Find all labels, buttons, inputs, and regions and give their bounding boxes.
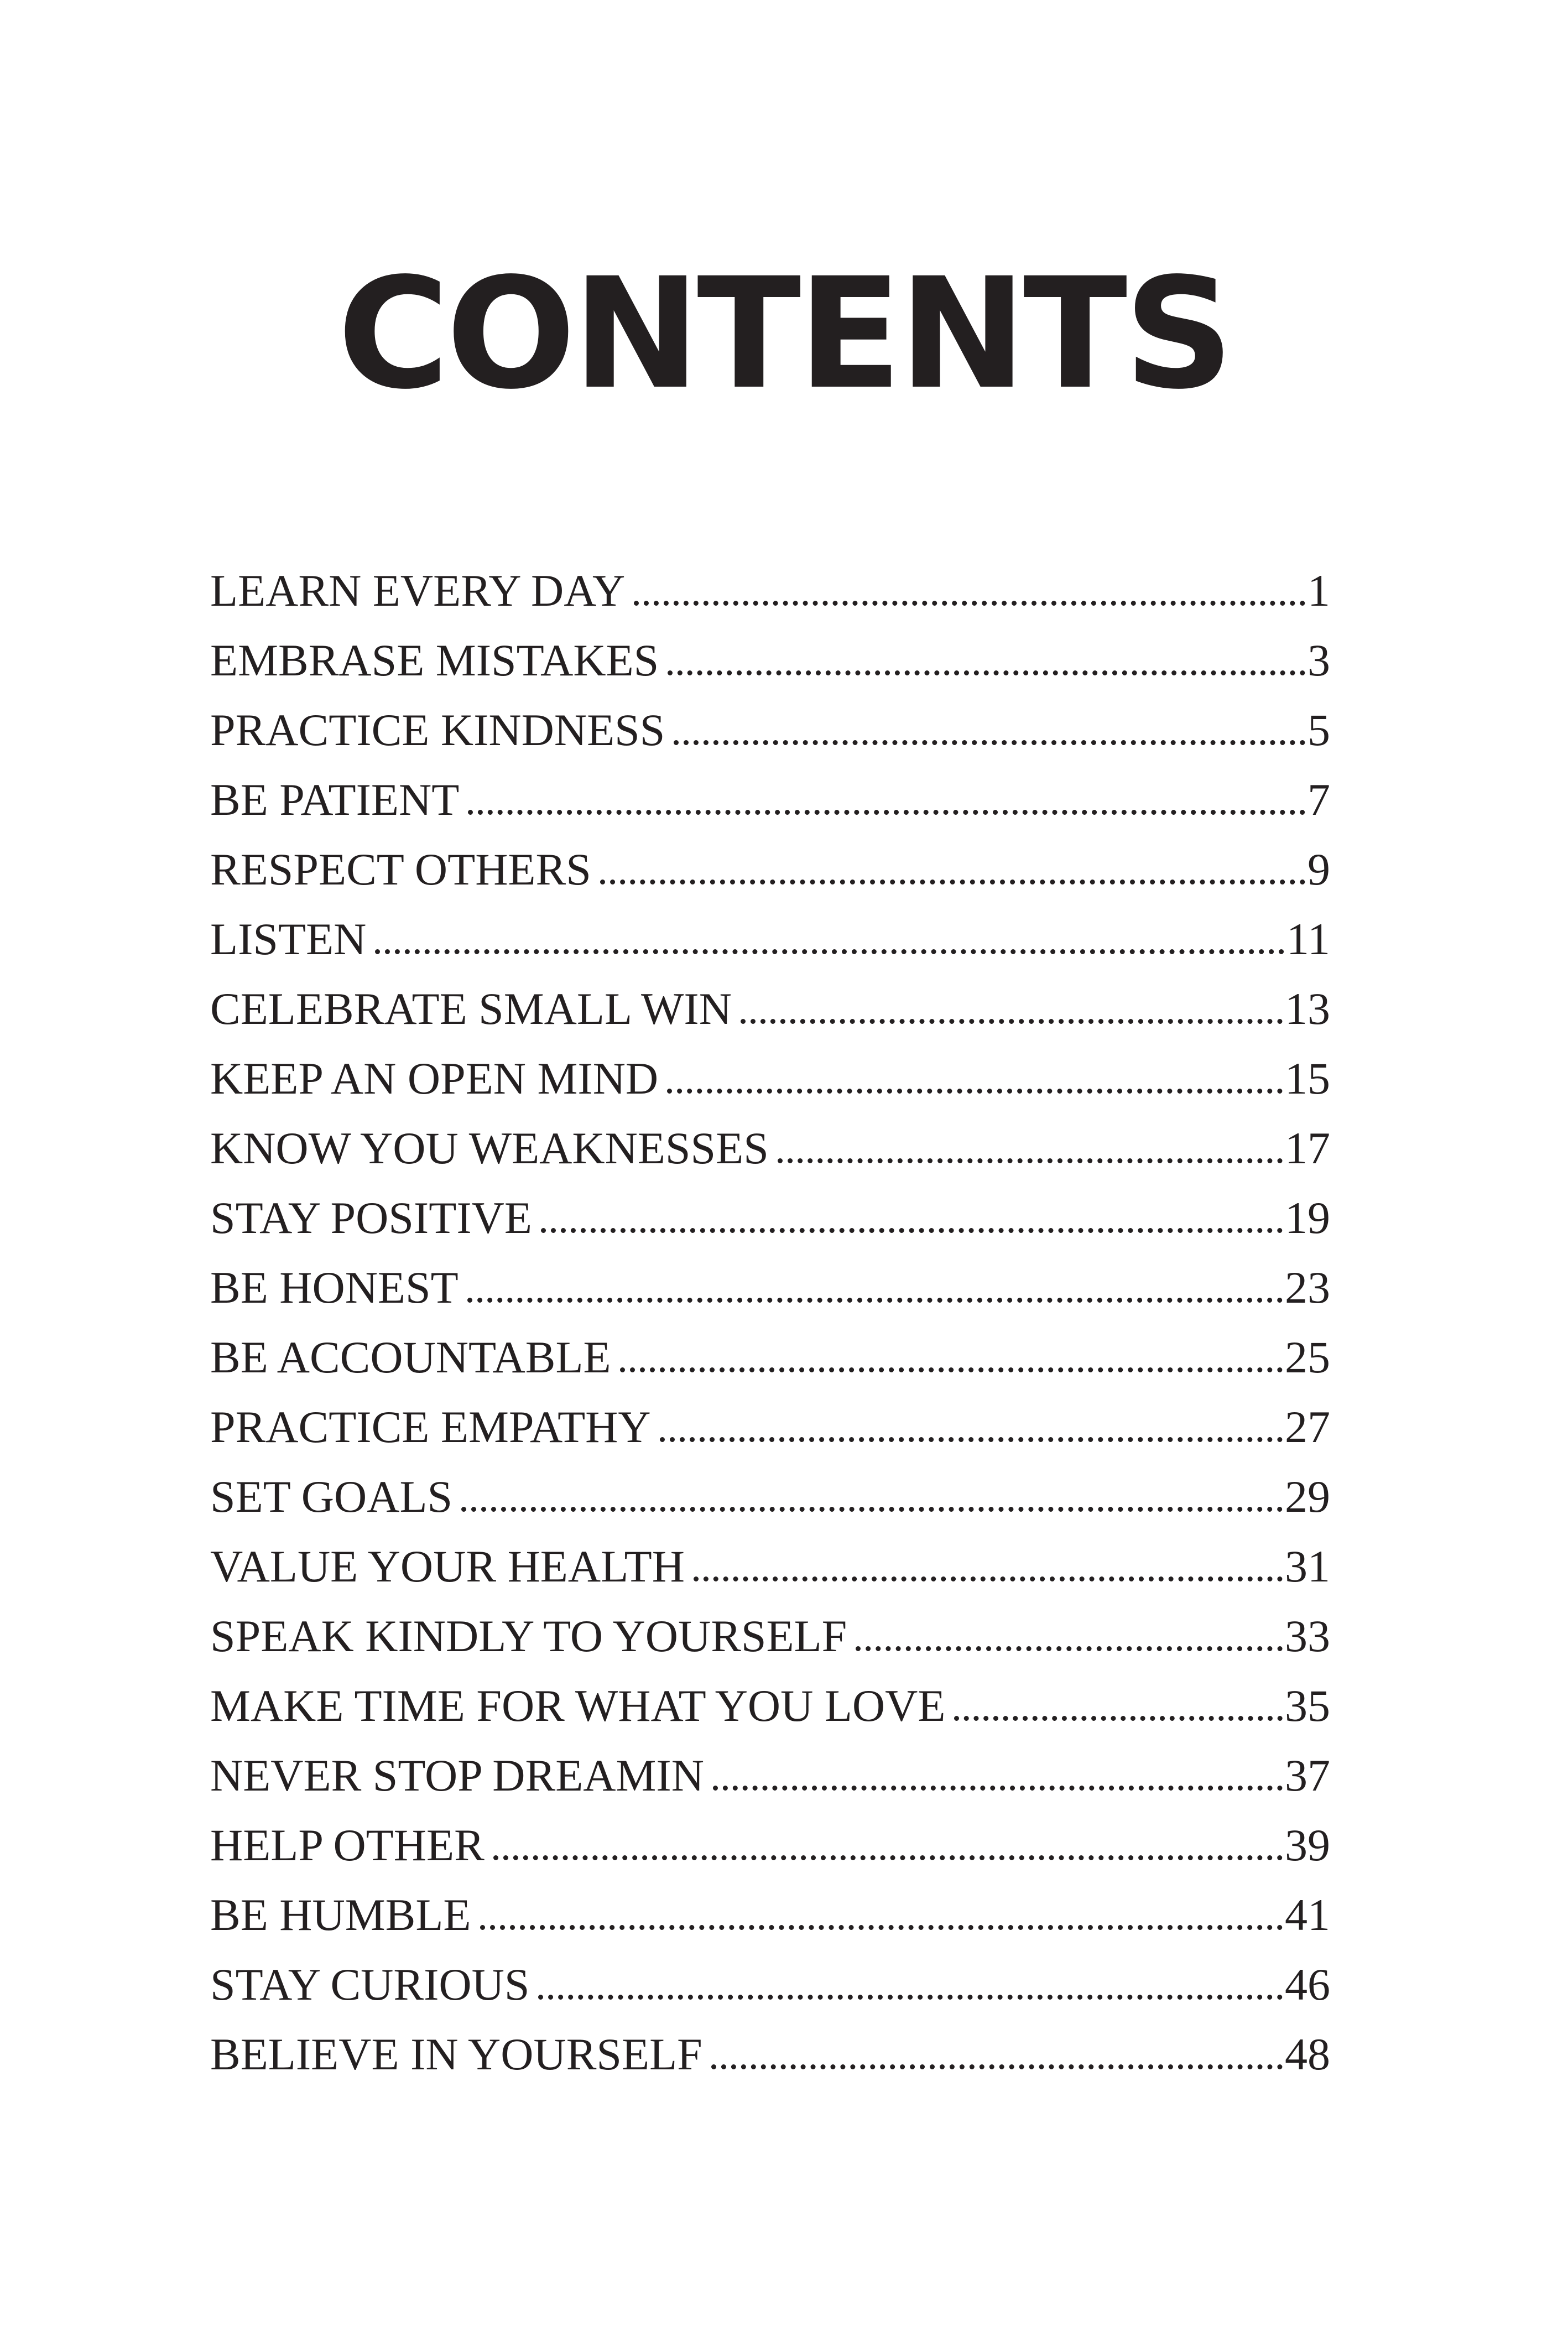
toc-entry[interactable] — [210, 1532, 1330, 1601]
dot-leader — [600, 880, 1305, 884]
toc-entry[interactable] — [210, 695, 1330, 765]
dot-leader — [634, 601, 1305, 606]
toc-entry-page-number: 25 — [1285, 1332, 1330, 1382]
toc-entry-page-number: 23 — [1285, 1262, 1330, 1313]
toc-entry[interactable] — [210, 1950, 1330, 2020]
toc-entry[interactable] — [210, 974, 1330, 1044]
toc-entry-page-number: 31 — [1285, 1541, 1330, 1591]
toc-entry[interactable] — [210, 1741, 1330, 1810]
toc-entry-label: SET GOALS — [210, 1471, 453, 1522]
toc-entry[interactable] — [210, 1392, 1330, 1462]
toc-entry-label: CELEBRATE SMALL WIN — [210, 984, 732, 1034]
toc-entry[interactable] — [210, 1253, 1330, 1323]
toc-entry-label: LISTEN — [210, 914, 367, 964]
toc-entry-label: NEVER STOP DREAMIN — [210, 1750, 704, 1801]
toc-entry-page-number: 9 — [1307, 844, 1330, 894]
toc-entry[interactable] — [210, 1810, 1330, 1880]
toc-entry-page-number: 33 — [1285, 1611, 1330, 1661]
dot-leader — [541, 1228, 1283, 1233]
toc-entry-label: KEEP AN OPEN MIND — [210, 1053, 659, 1104]
page-title: CONTENTS — [337, 246, 1231, 423]
toc-entry-label: LEARN EVERY DAY — [210, 565, 626, 616]
toc-entry[interactable] — [210, 765, 1330, 835]
dot-leader — [375, 949, 1284, 954]
toc-entry-label: VALUE YOUR HEALTH — [210, 1541, 685, 1591]
dot-leader — [538, 1995, 1283, 2000]
toc-entry-label: HELP OTHER — [210, 1820, 485, 1870]
toc-entry-page-number: 41 — [1285, 1890, 1330, 1940]
toc-entry-label: STAY POSITIVE — [210, 1193, 532, 1243]
toc-entry[interactable] — [210, 556, 1330, 626]
table-of-contents — [210, 556, 1330, 2089]
dot-leader — [493, 1855, 1283, 1860]
toc-entry[interactable] — [210, 2020, 1330, 2089]
toc-entry-label: STAY CURIOUS — [210, 1959, 530, 2010]
toc-entry-label: KNOW YOU WEAKNESSES — [210, 1123, 769, 1173]
dot-leader — [667, 1089, 1283, 1094]
toc-entry[interactable] — [210, 1113, 1330, 1183]
dot-leader — [694, 1576, 1283, 1581]
toc-entry[interactable] — [210, 626, 1330, 695]
dot-leader — [480, 1925, 1283, 1930]
toc-entry-page-number: 27 — [1285, 1402, 1330, 1452]
toc-entry-page-number: 19 — [1285, 1193, 1330, 1243]
dot-leader — [660, 1437, 1283, 1442]
toc-entry-label: PRACTICE KINDNESS — [210, 705, 665, 755]
toc-entry-label: PRACTICE EMPATHY — [210, 1402, 651, 1452]
toc-entry[interactable] — [210, 1323, 1330, 1392]
dot-leader — [467, 1298, 1283, 1303]
dot-leader — [468, 810, 1305, 815]
toc-entry-page-number: 17 — [1285, 1123, 1330, 1173]
toc-entry-page-number: 35 — [1285, 1680, 1330, 1731]
toc-entry-page-number: 1 — [1307, 565, 1330, 616]
toc-entry[interactable] — [210, 1671, 1330, 1741]
dot-leader — [461, 1507, 1283, 1512]
toc-entry-label: EMBRASE MISTAKES — [210, 635, 659, 685]
toc-entry-label: SPEAK KINDLY TO YOURSELF — [210, 1611, 847, 1661]
toc-entry-label: RESPECT OTHERS — [210, 844, 591, 894]
toc-entry[interactable] — [210, 835, 1330, 904]
toc-entry-label: BELIEVE IN YOURSELF — [210, 2029, 702, 2079]
toc-entry[interactable] — [210, 1601, 1330, 1671]
toc-entry-page-number: 29 — [1285, 1471, 1330, 1522]
toc-entry-label: BE HUMBLE — [210, 1890, 471, 1940]
dot-leader — [674, 740, 1305, 745]
toc-entry-label: BE ACCOUNTABLE — [210, 1332, 611, 1382]
toc-entry-page-number: 48 — [1285, 2029, 1330, 2079]
toc-entry[interactable] — [210, 904, 1330, 974]
dot-leader — [711, 2064, 1283, 2069]
dot-leader — [954, 1716, 1283, 1721]
toc-entry-label: BE HONEST — [210, 1262, 459, 1313]
toc-entry[interactable] — [210, 1880, 1330, 1950]
toc-entry-page-number: 39 — [1285, 1820, 1330, 1870]
toc-entry-label: MAKE TIME FOR WHAT YOU LOVE — [210, 1680, 946, 1731]
toc-entry-page-number: 46 — [1285, 1959, 1330, 2010]
toc-entry-page-number: 11 — [1286, 914, 1330, 964]
dot-leader — [778, 1158, 1283, 1163]
dot-leader — [741, 1019, 1283, 1024]
toc-entry-page-number: 13 — [1285, 984, 1330, 1034]
toc-entry-page-number: 37 — [1285, 1750, 1330, 1801]
toc-entry-label: BE PATIENT — [210, 774, 460, 825]
toc-entry-page-number: 15 — [1285, 1053, 1330, 1104]
toc-entry[interactable] — [210, 1044, 1330, 1113]
toc-entry-page-number: 5 — [1307, 705, 1330, 755]
toc-entry[interactable] — [210, 1183, 1330, 1253]
toc-entry-page-number: 7 — [1307, 774, 1330, 825]
dot-leader — [856, 1646, 1283, 1651]
toc-entry[interactable] — [210, 1462, 1330, 1532]
dot-leader — [668, 670, 1305, 675]
toc-entry-page-number: 3 — [1307, 635, 1330, 685]
dot-leader — [620, 1367, 1283, 1372]
dot-leader — [713, 1786, 1283, 1791]
